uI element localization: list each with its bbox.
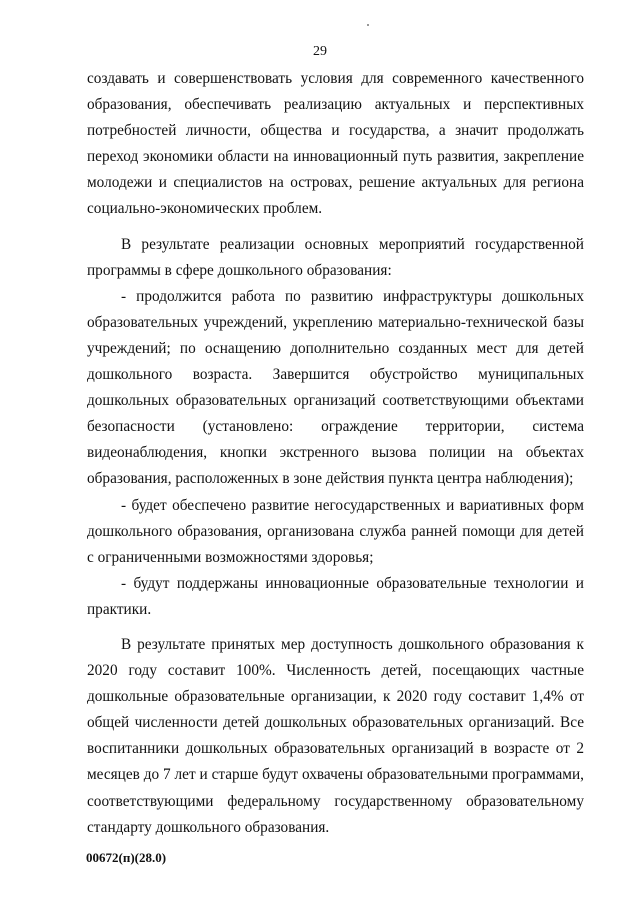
list-item-infrastructure: - продолжится работа по развитию инфраструктуры дошкольных образовательных учреждений, укреплению материально-технической базы учреждений; по оснащению дополнительно созданных мест для детей дошкольного возраста. Завершится обустройство муниципальных дошкольных образовательных организаций соответствующими объектами безопасности (установлено: ограждение территории, система видеонаблюдения, кнопки экстренного вызова полиции на объектах образования, расположенных в зоне действия пункта центра наблюдения); <box>87 287 584 488</box>
scan-speck <box>367 24 369 26</box>
page-number: 29 <box>313 44 327 59</box>
paragraph-accessibility-results: В результате принятых мер доступность дошкольного образования к 2020 году составит 100%. Численность детей, посещающих частные дошкольные образовательные организации, к 2020 году составит 1,4% от общей численности детей дошкольных образовательных организаций. Все воспитанники дошкольных образовательных организаций в возрасте от 2 месяцев до 7 лет и старше будут охвачены образовательными программами, соответствующими федеральному государственному образовательному стандарту дошкольного образования. <box>87 635 584 836</box>
paragraph-continuation: создавать и совершенствовать условия для современного качественного образования, обеспечивать реализацию актуальных и перспективных потребностей личности, общества и государства, а значит продолжать переход экономики области на инновационный путь развития, закрепление молодежи и специалистов на островах, решение актуальных для региона социально-экономических проблем. <box>87 70 584 218</box>
document-code: 00672(п)(28.0) <box>86 850 167 865</box>
list-item-innovative-technologies: - будут поддержаны инновационные образовательные технологии и практики. <box>87 574 584 618</box>
document-body <box>87 66 584 841</box>
list-item-nonstate-forms: - будет обеспечено развитие негосударственных и вариативных форм дошкольного образования, организована служба ранней помощи для детей с ограниченными возможностями здоровья; <box>87 496 584 566</box>
paragraph-results-intro: В результате реализации основных мероприятий государственной программы в сфере дошкольного образования: <box>87 235 584 279</box>
